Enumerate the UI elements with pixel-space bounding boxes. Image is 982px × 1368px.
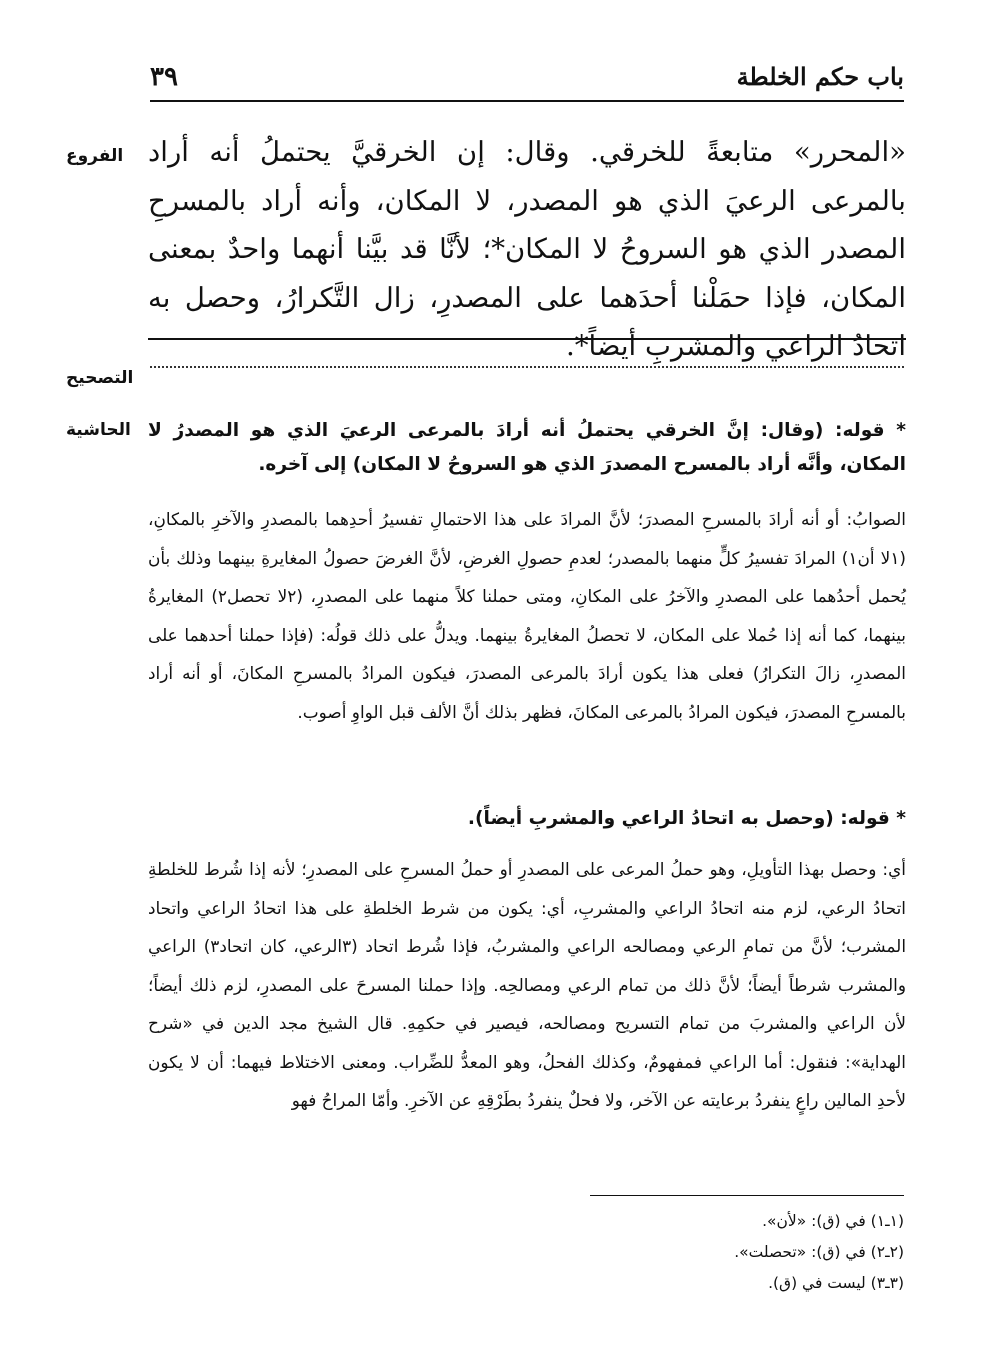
asterisk-marker: * <box>896 420 906 441</box>
commentary-quote-2 <box>148 802 906 836</box>
footnote-3: (٣ـ٣) ليست في (ق). <box>768 1274 904 1292</box>
furu-text: «المحرر» متابعةً للخرقي. وقال: إن الخرقيَّ يحتملُ أنه أراد بالمرعى الرعيَ الذي هو المصدر، لا المكان، وأنه أراد بالمسرحِ المصدر الذي هو السروحُ لا المكان*؛ لأنَّا قد بيَّنا أنهما واحدٌ بمعنى المكان، فإذا حمَلْنا أحدَهما على المصدرِ، زال التَّكرارُ، وحصل به اتحادُ الراعي والمشربِ أيضاً*. <box>148 135 906 362</box>
quote-label: قوله: <box>835 420 885 441</box>
asterisk-marker: * <box>896 808 906 829</box>
furu-bottom-rule <box>148 338 906 340</box>
quote-text: (وحصل به اتحادُ الراعي والمشربِ أيضاً). <box>467 808 834 829</box>
furu-section <box>148 128 906 362</box>
footnote-2: (٢ـ٢) في (ق): «تحصلت». <box>734 1243 904 1261</box>
footnote-separator <box>590 1195 904 1196</box>
chapter-title: باب حكم الخلطة <box>736 62 904 91</box>
tashih-dotted-line <box>150 366 904 368</box>
running-header <box>150 62 904 102</box>
header-rule <box>150 100 904 102</box>
footnote-1: (١ـ١) في (ق): «لأن». <box>762 1212 904 1230</box>
commentary-paragraph-1: الصوابُ: أو أنه أرادَ بالمسرحِ المصدرَ؛ لأنَّ المرادَ على هذا الاحتمالِ تفسيرُ أحدِهما بالمصدرِ والآخرِ بالمكانِ، (١لا أن١) المرادَ تفسيرُ كلٍّ منهما بالمصدر؛ لعدمِ حصولِ الغرضِ، لأنَّ الغرضَ حصولُ المغايرةِ بينهما وذلك بأن يُحمل أحدُهما على المصدرِ والآخرُ على المكانِ، ومتى حملنا كلاً منهما على المصدرِ، (٢لا تحصل٢) المغايرةُ بينهما، كما أنه إذا حُملا على المكان، لا تحصلُ المغايرةُ بينهما. ويدلُّ على ذلك قولُه: (فإذا حملنا أحدهما على المصدرِ، زالَ التكرارُ) فعلى هذا يكون أرادَ بالمرعى المصدرَ، فيكون المرادُ بالمسرحِ المكانَ، أو أنه أراد بالمسرحِ المصدرَ، فيكون المرادُ بالمرعى المكانَ، فظهر بذلك أنَّ الألف قبل الواوِ أصوب. <box>148 509 907 722</box>
label-tashih: التصحيح <box>66 368 134 388</box>
label-furu: الفروع <box>66 146 124 166</box>
page-number: ٣٩ <box>150 62 178 92</box>
quote-label: قوله: <box>840 808 890 829</box>
footnotes <box>148 1206 904 1299</box>
commentary-paragraph-2: أي: وحصل بهذا التأويلِ، وهو حملُ المرعى على المصدرِ أو حملُ المسرحِ على المصدرِ؛ لأنه إذا شُرط للخلطةِ اتحادُ الرعي، لزم منه اتحادُ الراعي والمشربِ، أي: يكون من شرط الخلطةِ على هذا اتحادُ الراعي واتحاد المشرب؛ لأنَّ من تمامِ الرعي ومصالحه الراعي والمشربُ، فإذا شُرط اتحاد (٣الرعي، كان اتحاد٣) الراعي والمشرب شرطاً أيضاً؛ لأنَّ ذلك من تمام الرعي ومصالحِه. وإذا حملنا المسرحَ على المصدرِ، لزم ذلك أيضاً؛ لأن الراعي والمشربَ من تمام التسريح ومصالحه، فيصير في حكمِهِ. قال الشيخ مجد الدين في «شرح الهداية»: فنقول: أما الراعي فمفهومٌ، وكذلك الفحلُ، وهو المعدُّ للضِّراب. ومعنى الاختلاط فيهما: أن لا يكون لأحدِ المالين راعٍ ينفردُ برعايته عن الآخر، ولا فحلٌ ينفردُ بطَرْقِهِ عن الآخرِ. وأمّا المراحُ فهو <box>148 859 907 1110</box>
quote-text: (وقال: إنَّ الخرقي يحتملُ أنه أرادَ بالمرعى الرعيَ الذي هو المصدرُ لا المكان، وأنَّه أراد بالمسرح المصدرَ الذي هو السروحُ لا المكان) إلى آخره. <box>148 420 906 475</box>
label-hashiya: الحاشية <box>66 420 131 440</box>
commentary-quote-1 <box>148 414 906 482</box>
